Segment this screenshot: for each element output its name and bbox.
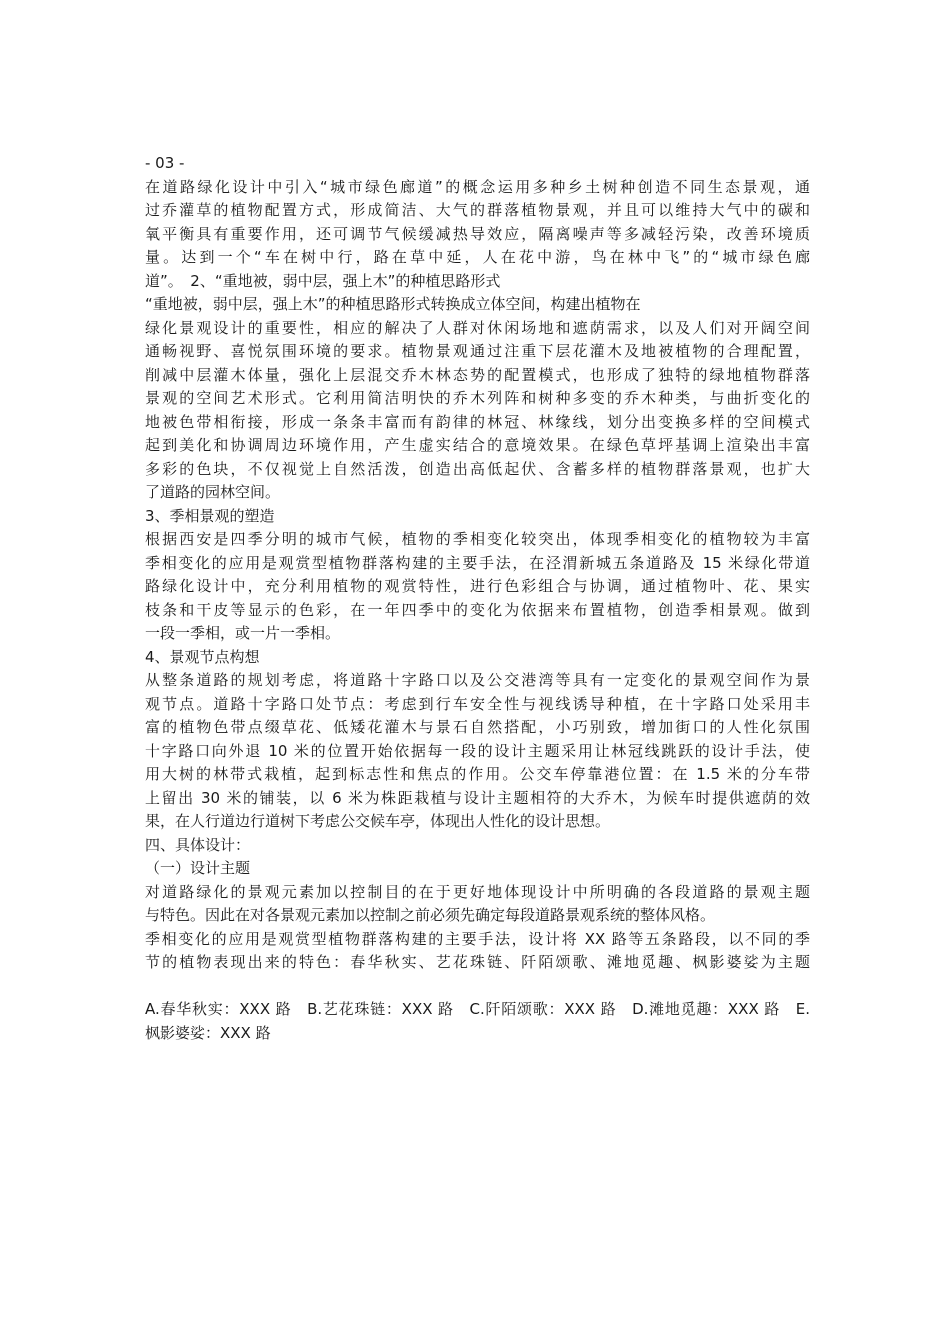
text-line: 枝条和干皮等显示的色彩，在一年四季中的变化为依据来布置植物，创造季相景观。做到	[145, 600, 810, 619]
text-line: A.春华秋实：XXX 路 B.艺花珠链：XXX 路 C.阡陌颂歌：XXX 路 D.滩地觅趣：XXX 路 E.	[145, 1000, 811, 1018]
text-line: 景观的空间艺术形式。它利用简洁明快的乔木列阵和树种多变的乔木种类，与曲折变化的	[145, 389, 810, 407]
text-line: 氧平衡具有重要作用，还可调节气候缓减热导效应，隔离噪声等多减轻污染，改善环境质	[145, 224, 810, 243]
section-heading-nodes: 4、景观节点构想	[145, 647, 260, 666]
text-line: 枫影婆娑：XXX 路	[145, 1023, 271, 1042]
text-line: 季相变化的应用是观赏型植物群落构建的主要手法，在泾渭新城五条道路及 15 米绿化带道	[145, 553, 810, 572]
text-line: 果，在人行道边行道树下考虑公交候车亭，体现出人性化的设计思想。	[145, 812, 611, 830]
page-number: - 03 -	[145, 154, 185, 172]
text-line: 绿化景观设计的重要性，相应的解决了人群对休闲场地和遮荫需求，以及人们对开阔空间	[145, 318, 810, 337]
blank-line	[145, 975, 810, 999]
text-line: 根据西安是四季分明的城市气候，植物的季相变化较突出，体现季相变化的植物较为丰富	[145, 530, 810, 548]
paragraph-themes	[145, 928, 810, 975]
text-line: 过乔灌草的植物配置方式，形成简洁、大气的群落植物景观，并且可以维持大气中的碳和	[145, 201, 810, 219]
text-line: 在道路绿化设计中引入“城市绿色廊道”的概念运用多种乡土树种创造不同生态景观，通	[145, 177, 810, 196]
paragraph-control	[145, 881, 810, 928]
document-page	[145, 152, 810, 1045]
road-theme-list	[145, 998, 810, 1045]
text-line: 从整条道路的规划考虑，将道路十字路口以及公交港湾等具有一定变化的景观空间作为景	[145, 671, 810, 689]
section-heading-seasonal: 3、季相景观的塑造	[145, 506, 275, 525]
text-line: 与特色。因此在对各景观元素加以控制之前必须先确定每段道路景观系统的整体风格。	[145, 906, 716, 924]
text-line: 起到美化和协调周边环境作用，产生虚实结合的意境效果。在绿色草坪基调上渲染出丰富	[145, 436, 810, 454]
text-line: 季相变化的应用是观赏型植物群落构建的主要手法，设计将 XX 路等五条路段，以不同的季	[145, 929, 810, 948]
text-line: 了道路的园林空间。	[145, 483, 281, 501]
text-line: 十字路口向外退 10 米的位置开始依据每一段的设计主题采用让林冠线跳跃的设计手法，使	[145, 741, 810, 760]
text-line: 节的植物表现出来的特色：春华秋实、艺花珠链、阡陌颂歌、滩地觅趣、枫影婆娑为主题	[145, 953, 810, 971]
text-line: 道”。 2、“重地被，弱中层，强上木”的种植思路形式	[145, 271, 501, 290]
text-line: 用大树的林带式栽植，起到标志性和焦点的作用。公交车停靠港位置：在 1.5 米的分车带	[145, 765, 810, 783]
paragraph-seasonal	[145, 528, 810, 646]
text-line: 路绿化设计中，充分利用植物的观赏特性，进行色彩组合与协调，通过植物叶、花、果实	[145, 577, 810, 595]
text-line: 通畅视野、喜悦氛围环境的要求。植物景观通过注重下层花灌木及地被植物的合理配置，	[145, 342, 810, 360]
text-line: 量。达到一个“车在树中行，路在草中延，人在花中游，鸟在林中飞”的“城市绿色廊	[145, 248, 810, 266]
text-line: 多彩的色块，不仅视觉上自然活泼，创造出高低起伏、含蓄多样的植物群落景观，也扩大	[145, 459, 810, 478]
section-heading-design: 四、具体设计：	[145, 835, 251, 854]
paragraph-green-corridor	[145, 176, 810, 294]
text-line: “重地被，弱中层，强上木”的种植思路形式转换成立体空间，构建出植物在	[145, 295, 641, 313]
paragraph-nodes	[145, 669, 810, 834]
subsection-heading-theme: （一）设计主题	[145, 859, 251, 877]
text-line: 削减中层灌木体量，强化上层混交乔木林态势的配置模式，也形成了独特的绿地植物群落	[145, 365, 810, 384]
text-line: 观节点。道路十字路口处节点：考虑到行车安全性与视线诱导种植，在十字路口处采用丰	[145, 694, 810, 713]
text-line: 对道路绿化的景观元素加以控制目的在于更好地体现设计中所明确的各段道路的景观主题	[145, 882, 810, 901]
paragraph-planting-structure	[145, 317, 810, 505]
text-line: 上留出 30 米的铺装，以 6 米为株距栽植与设计主题相符的大乔木，为候车时提供遮荫的效	[145, 788, 810, 807]
text-line: 富的植物色带点缀草花、低矮花灌木与景石自然搭配，小巧别致，增加街口的人性化氛围	[145, 718, 810, 736]
text-line: 一段一季相，或一片一季相。	[145, 624, 341, 642]
text-line: 地被色带相衔接，形成一条条丰富而有韵律的林冠、林缘线，划分出变换多样的空间模式	[145, 412, 810, 431]
